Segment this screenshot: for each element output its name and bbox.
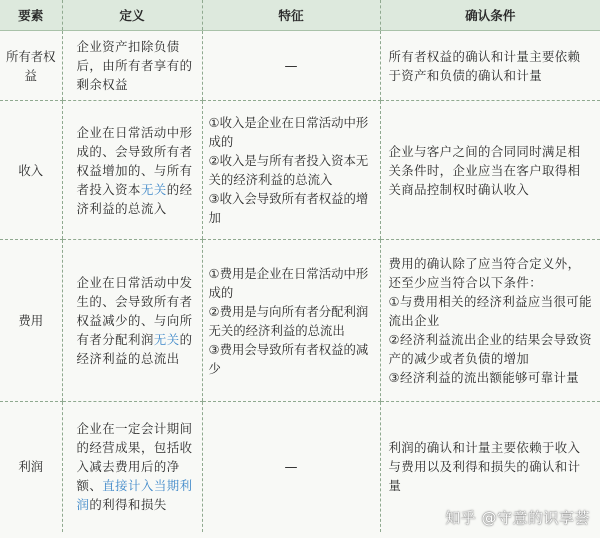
condition-text: 企业与客户之间的合同同时满足相关条件时，企业应当在客户取得相关商品控制权时确认收入: [388, 143, 581, 197]
feature-item: ②收入是与所有者投入资本无关的经济利益的总流入: [208, 153, 369, 187]
element-cell: [0, 31, 62, 101]
features-cell: [202, 31, 380, 101]
header-definition: 定义: [62, 0, 202, 31]
empty-dash: —: [284, 58, 298, 74]
definition-cell: [62, 402, 202, 532]
definition-text: 企业在日常活动中形成的、会导致所有者权益增加的、与所有者投入资本: [76, 124, 193, 197]
condition-item: ③经济利益的流出额能够可靠计量: [388, 370, 580, 385]
feature-item: ①收入是企业在日常活动中形成的: [208, 115, 369, 149]
condition-item: ②经济利益流出企业的结果会导致资产的减少或者负债的增加: [388, 332, 592, 366]
element-label: 费用: [18, 313, 44, 328]
element-label: 收入: [18, 162, 44, 178]
condition-cell: [380, 31, 600, 101]
features-cell: [202, 101, 380, 240]
feature-item: ③收入会导致所有者权益的增加: [208, 191, 369, 225]
definition-highlight: 无关: [140, 181, 167, 197]
definition-text: 企业在一定会计期间的经营成果，包括收入减去费用后的净额、: [76, 421, 193, 494]
header-condition: 确认条件: [380, 0, 600, 31]
definition-highlight: 无关: [153, 332, 180, 347]
feature-item: ③费用会导致所有者权益的减少: [208, 341, 369, 376]
condition-cell: [380, 240, 600, 402]
header-row: [0, 0, 600, 31]
features-cell: [202, 240, 380, 402]
features-cell: [202, 402, 380, 532]
element-cell: [0, 240, 62, 402]
empty-dash: —: [284, 459, 298, 475]
definition-highlight: 直接计入当期利润: [76, 478, 193, 513]
condition-text: 所有者权益的确认和计量主要依赖于资产和负债的确认和计量: [388, 48, 581, 83]
definition-text-end: 的经济利益的总流出: [76, 332, 193, 366]
element-cell: [0, 402, 62, 532]
definition-text-end: 的经济利益的总流入: [76, 181, 193, 216]
feature-item: ②费用是与向所有者分配利润无关的经济利益的总流出: [208, 303, 369, 338]
definition-cell: [62, 101, 202, 240]
condition-cell: [380, 101, 600, 240]
definition-cell: [62, 240, 202, 402]
watermark: 知乎 @守意的识享荟: [445, 509, 590, 527]
element-cell: [0, 101, 62, 240]
table-row-expense: [0, 240, 600, 402]
element-label: 利润: [18, 459, 44, 475]
condition-item: ①与费用相关的经济利益应当很可能流出企业: [388, 294, 592, 328]
feature-item: ①费用是企业在日常活动中形成的: [208, 265, 369, 300]
definition-cell: [62, 31, 202, 101]
element-label: 所有者权益: [5, 48, 56, 83]
definition-text-end: 的利得和损失: [89, 497, 167, 513]
header-features: 特征: [202, 0, 380, 31]
definition-text: 企业资产扣除负债后，由所有者享有的剩余权益: [76, 39, 193, 92]
condition-text: 利润的确认和计量主要依赖于收入与费用以及利得和损失的确认和计量: [388, 440, 581, 494]
definition-text: 企业在日常活动中发生的、会导致所有者权益减少的、与向所有者分配利润: [76, 275, 193, 347]
table-row-equity: [0, 31, 600, 101]
condition-intro: 费用的确认除了应当符合定义外，还至少应当符合以下条件：: [388, 256, 581, 290]
header-element: 要素: [0, 0, 62, 31]
table-row-revenue: [0, 101, 600, 240]
